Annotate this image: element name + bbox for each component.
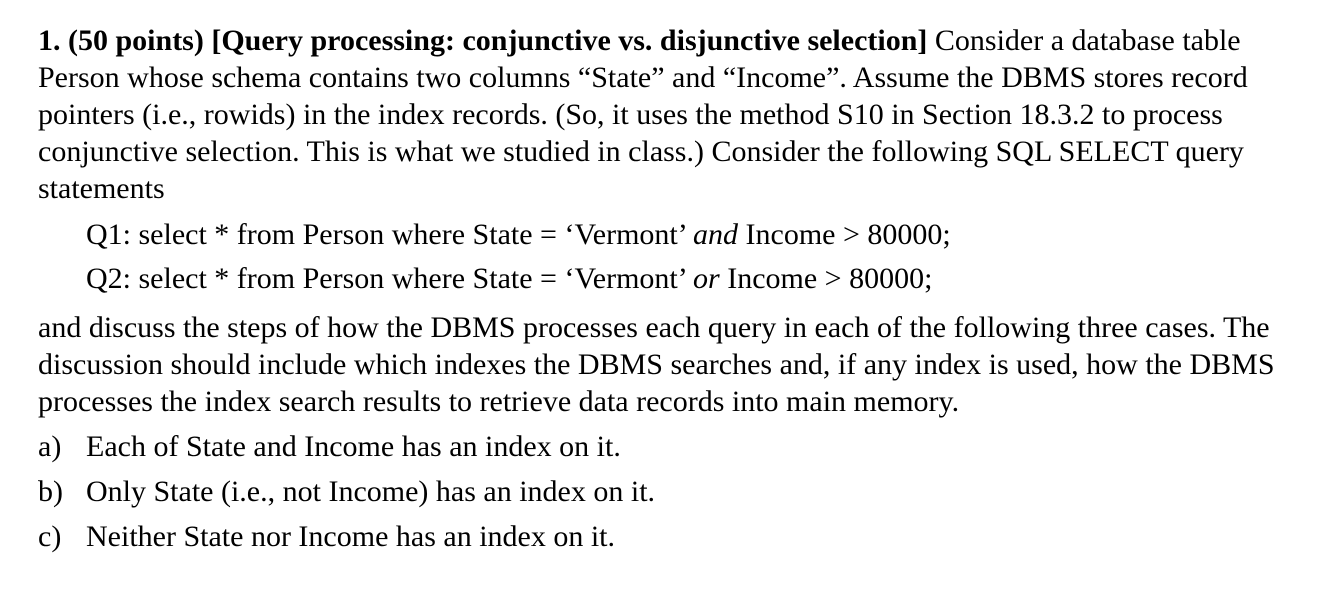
case-b: [38, 469, 1318, 514]
case-c-text: Neither State nor Income has an index on it.: [86, 520, 616, 553]
case-c: [38, 514, 1318, 559]
question-document: [38, 22, 1318, 559]
query-q1-operator: and: [693, 218, 739, 251]
case-a-label: a): [38, 430, 62, 463]
case-b-label: b): [38, 475, 63, 508]
case-b-text: Only State (i.e., not Income) has an index on it.: [86, 475, 656, 508]
question-intro: [38, 22, 1318, 207]
question-heading: 1. (50 points) [Query processing: conjunctive vs. disjunctive selection]: [38, 24, 928, 57]
discussion-paragraph: and discuss the steps of how the DBMS processes each query in each of the following three cases. The discussion should include which indexes the DBMS searches and, if any index is used, how the DBMS processes the index search results to retrieve data records into main memory.: [38, 311, 1275, 418]
query-q2-before: Q2: select * from Person where State = ‘Vermont’: [86, 262, 694, 295]
query-q1: [38, 213, 1318, 257]
case-a-text: Each of State and Income has an index on it.: [86, 430, 621, 463]
query-q2-after: Income > 80000;: [719, 262, 933, 295]
question-intro-text: Consider a database table Person whose schema contains two columns “State” and “Income”. Assume the DBMS stores record pointers (i.e., rowids) in the index records. (So, it uses the method S10 in Section 18.3.2 to process conjunctive selection. This is what we studied in class.) Consider the following SQL SELECT query statements: [38, 24, 1248, 205]
query-q2: [38, 257, 1318, 301]
case-a: [38, 424, 1318, 469]
query-q1-after: Income > 80000;: [738, 218, 951, 251]
case-c-label: c): [38, 520, 62, 553]
query-q2-operator: or: [693, 262, 720, 295]
query-q1-before: Q1: select * from Person where State = ‘Vermont’: [86, 218, 694, 251]
